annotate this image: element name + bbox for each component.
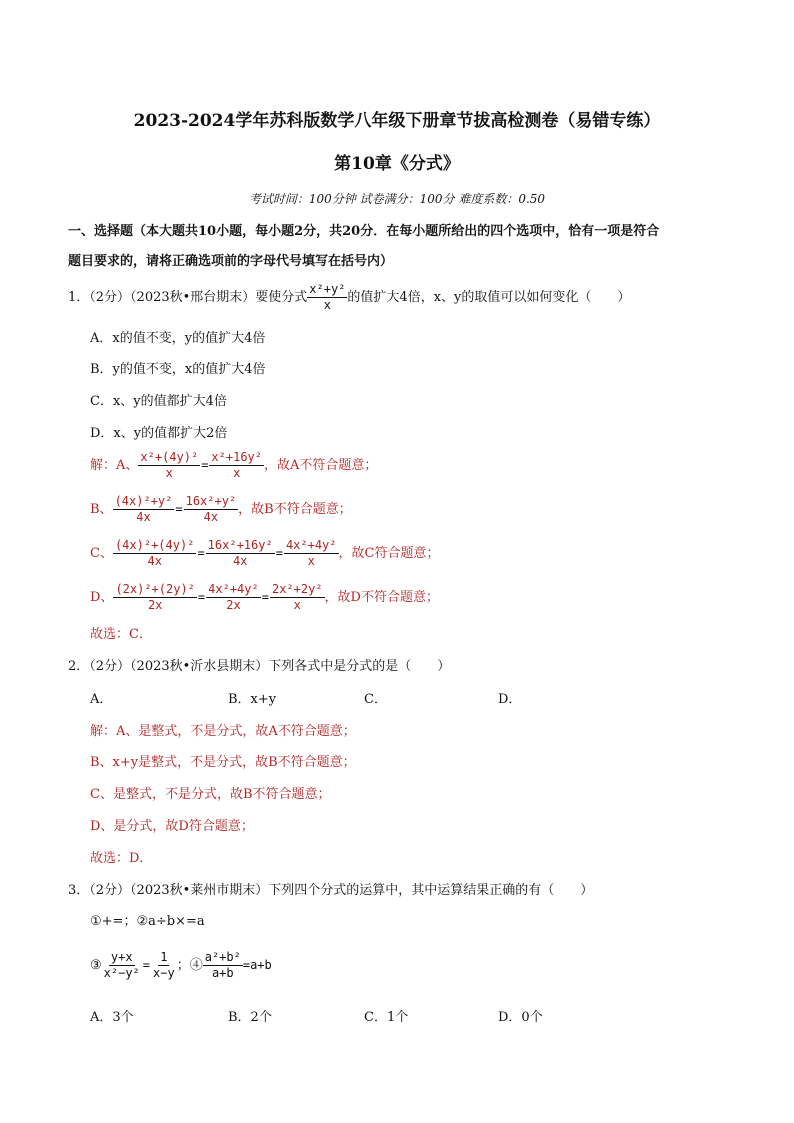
q1-sol-b-label: B、 bbox=[90, 502, 113, 517]
frac-den: x bbox=[307, 554, 315, 568]
equals-sign: = bbox=[275, 546, 283, 560]
q1-sol-d bbox=[90, 582, 439, 613]
q3-l2-tail: =a+b bbox=[242, 958, 272, 972]
equals-sign: = bbox=[175, 502, 183, 516]
q1-option-c: C．x、y的值都扩大4倍 bbox=[90, 394, 227, 409]
frac-den: x²−y² bbox=[103, 966, 140, 980]
frac-den: x bbox=[165, 466, 173, 480]
q1-sol-b-tail: ，故B不符合题意； bbox=[238, 502, 352, 517]
frac-num: 2x²+2y² bbox=[271, 582, 323, 596]
frac-den: x−y bbox=[153, 966, 175, 980]
frac-den: 2x bbox=[226, 598, 241, 612]
q1-option-a: A．x的值不变，y的值扩大4倍 bbox=[90, 331, 266, 346]
section-intro-line2: 题目要求的，请将正确选项前的字母代号填写在括号内） bbox=[68, 254, 394, 269]
frac-num: 16x²+16y² bbox=[207, 538, 273, 552]
frac-num: 16x²+y² bbox=[185, 494, 237, 508]
q2-sol-a: 解：A、是整式，不是分式，故A不符合题意； bbox=[90, 724, 356, 739]
frac-den: 4x bbox=[136, 510, 151, 524]
equals-sign: = bbox=[197, 546, 205, 560]
q3-frac1 bbox=[102, 950, 142, 981]
frac-den: a+b bbox=[211, 966, 234, 980]
q3-option-d: D．0个 bbox=[498, 1010, 543, 1025]
chapter-title: 第10章《分式》 bbox=[334, 154, 460, 174]
q1-frac-den: x bbox=[323, 298, 331, 312]
q1-sol-d-frac2 bbox=[206, 582, 261, 613]
frac-den: 4x bbox=[232, 554, 248, 568]
q1-suffix: 的值扩大4倍，x、y的取值可以如何变化（ ） bbox=[347, 290, 631, 305]
q1-sol-b-frac1 bbox=[113, 494, 175, 525]
q3-l2-mid: ；④ bbox=[176, 958, 203, 973]
frac-den: x bbox=[293, 598, 301, 612]
q2-option-c: C． bbox=[364, 692, 387, 707]
q1-sol-b-frac2 bbox=[184, 494, 239, 525]
q1-sol-a-label: 解：A、 bbox=[90, 458, 139, 473]
frac-den: 2x bbox=[147, 598, 163, 612]
q1-option-d: D．x、y的值都扩大2倍 bbox=[90, 426, 228, 441]
q1-sol-c-tail: ，故C符合题意； bbox=[338, 546, 440, 561]
equals-sign: = bbox=[201, 458, 209, 472]
q1-sol-d-frac3 bbox=[270, 582, 325, 613]
q3-l2-eq: = bbox=[142, 958, 151, 972]
q1-option-b: B．y的值不变，x的值扩大4倍 bbox=[90, 362, 266, 377]
frac-den: 4x bbox=[203, 510, 219, 524]
q1-sol-c-frac1 bbox=[113, 538, 196, 569]
frac-num: x²+16y² bbox=[211, 450, 262, 464]
q1-sol-a bbox=[90, 450, 377, 481]
q1-sol-d-tail: ，故D不符合题意； bbox=[324, 590, 439, 605]
q2-option-a: A． bbox=[90, 692, 113, 707]
q1-frac-num: x²+y² bbox=[309, 282, 346, 296]
frac-num: y+x bbox=[110, 950, 133, 964]
frac-num: (4x)²+(4y)² bbox=[114, 538, 195, 552]
q2-sol-c: C、是整式，不是分式，故B不符合题意； bbox=[90, 787, 331, 802]
q1-sol-d-label: D、 bbox=[90, 590, 114, 605]
q1-stem bbox=[68, 282, 630, 313]
frac-num: 1 bbox=[160, 950, 168, 964]
section-intro-line1: 一、选择题（本大题共10小题，每小题2分，共20分．在每小题所给出的四个选项中，恰有一项是符合 bbox=[68, 224, 660, 239]
q3-stem: 3．（2分）（2023秋•莱州市期末）下列四个分式的运算中，其中运算结果正确的有（ ） bbox=[68, 883, 594, 898]
q3-option-c: C．1个 bbox=[364, 1010, 409, 1025]
frac-den: x bbox=[233, 466, 241, 480]
q3-frac2 bbox=[151, 950, 177, 981]
q2-stem: 2．（2分）（2023秋•沂水县期末）下列各式中是分式的是（ ） bbox=[68, 659, 451, 674]
q1-sol-a-tail: ，故A不符合题意； bbox=[264, 458, 378, 473]
q1-sol-c-frac3 bbox=[284, 538, 339, 569]
q1-sol-d-frac1 bbox=[113, 582, 196, 613]
q3-line2 bbox=[90, 950, 272, 981]
q1-sol-a-frac1 bbox=[138, 450, 200, 481]
q1-sol-b bbox=[90, 494, 352, 525]
q1-sol-c-label: C、 bbox=[90, 546, 113, 561]
frac-num: 4x²+4y² bbox=[208, 582, 259, 596]
frac-num: (4x)²+y² bbox=[114, 494, 173, 508]
q1-prefix: 1．（2分）（2023秋•邢台期末）要使分式 bbox=[68, 290, 308, 305]
frac-den: 4x bbox=[147, 554, 162, 568]
q1-sol-c bbox=[90, 538, 439, 569]
q1-sol-final: 故选：C． bbox=[90, 627, 152, 642]
frac-num: 4x²+4y² bbox=[285, 538, 337, 552]
frac-num: x²+(4y)² bbox=[140, 450, 199, 464]
q1-sol-c-frac2 bbox=[206, 538, 275, 569]
exam-info: 考试时间：100分钟 试卷满分：100分 难度系数：0.50 bbox=[248, 192, 546, 206]
q1-fraction bbox=[307, 282, 347, 313]
doc-title: 2023-2024学年苏科版数学八年级下册章节拔高检测卷（易错专练） bbox=[133, 111, 661, 131]
q3-frac3 bbox=[203, 950, 243, 981]
frac-num: (2x)²+(2y)² bbox=[115, 582, 195, 596]
q2-option-d: D． bbox=[498, 692, 522, 707]
q3-line1: ①+=；②a÷b×=a bbox=[90, 914, 205, 929]
q3-l2-prefix: ③ bbox=[90, 958, 102, 973]
q2-option-b: B．x+y bbox=[228, 692, 277, 707]
equals-sign: = bbox=[197, 590, 206, 604]
q2-sol-b: B、x+y是整式，不是分式，故B不符合题意； bbox=[90, 755, 356, 770]
q2-sol-d: D、是分式，故D符合题意； bbox=[90, 819, 254, 834]
q2-sol-final: 故选：D． bbox=[90, 851, 153, 866]
frac-num: a²+b² bbox=[204, 950, 241, 964]
q3-option-a: A．3个 bbox=[90, 1010, 134, 1025]
q3-option-b: B．2个 bbox=[228, 1010, 272, 1025]
equals-sign: = bbox=[261, 590, 269, 604]
q1-sol-a-frac2 bbox=[209, 450, 264, 481]
